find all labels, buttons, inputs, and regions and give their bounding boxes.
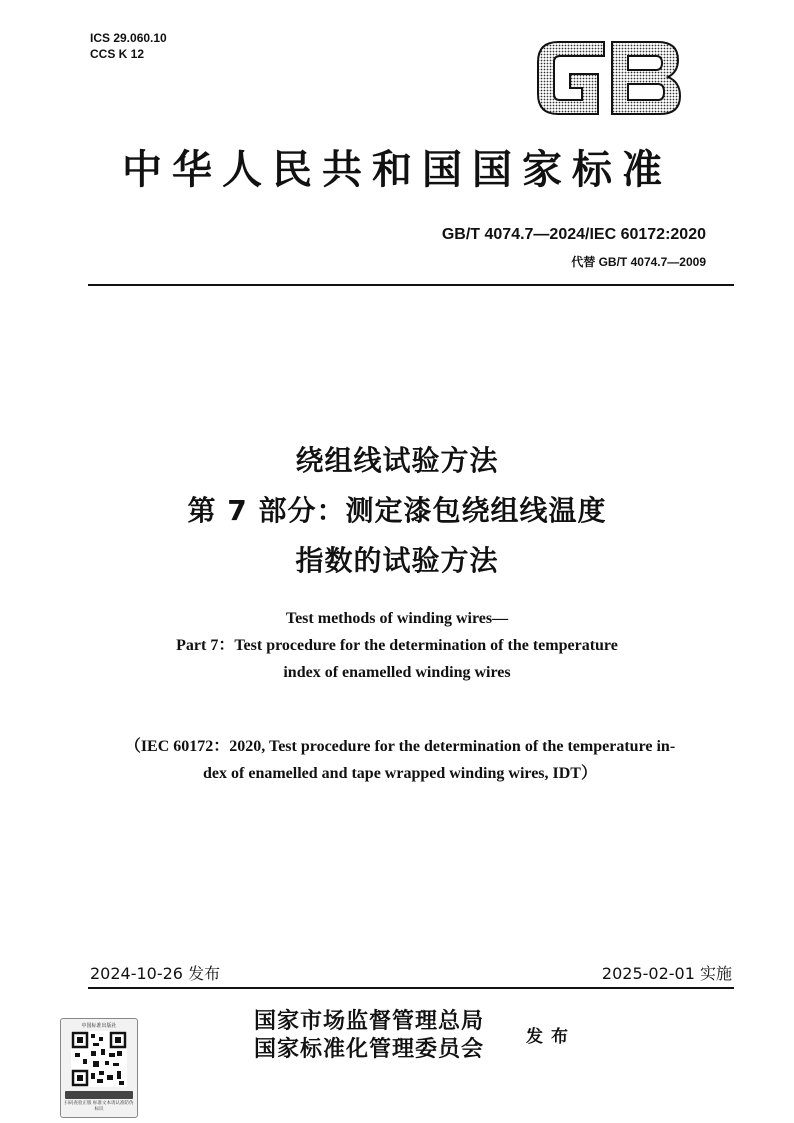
issuer-sac: 国家标准化管理委员会 — [254, 1036, 485, 1062]
iec-note-line-1: （IEC 60172：2020, Test procedure for the determination of the temperature in- — [124, 738, 676, 755]
chinese-title-line-1: 绕组线试验方法 — [295, 444, 499, 477]
implementation-date: 2025-02-01 实施 — [601, 964, 732, 983]
anti-counterfeit-seal — [60, 1018, 138, 1118]
publish-label: 发布 — [526, 1027, 576, 1047]
english-title-line-3: index of enamelled winding wires — [283, 664, 511, 681]
qr-code — [71, 1031, 127, 1087]
chinese-title — [0, 436, 794, 586]
seal-publisher-text: 中国标准出版社 — [81, 1023, 117, 1029]
issuing-authorities — [254, 1007, 484, 1063]
gb-logo — [528, 32, 688, 122]
ics-code: ICS 29.060.10 — [90, 31, 167, 45]
main-title: 中华人民共和国国家标准 — [122, 147, 672, 193]
seal-serial-bar — [65, 1091, 133, 1099]
english-title-line-2: Part 7：Test procedure for the determination of the temperature — [176, 637, 618, 654]
replaces-standard: 代替 GB/T 4074.7—2009 — [571, 255, 706, 269]
bottom-divider — [88, 987, 734, 989]
english-title-line-1: Test methods of winding wires— — [285, 610, 509, 627]
top-divider — [88, 284, 734, 286]
chinese-title-line-2: 第 7 部分：测定漆包绕组线温度 — [187, 494, 607, 527]
chinese-title-line-3: 指数的试验方法 — [295, 544, 499, 577]
iec-note-line-2: dex of enamelled and tape wrapped winding wires, IDT） — [203, 765, 597, 782]
ccs-code: CCS K 12 — [90, 47, 145, 61]
seal-instruction-text: 扫码查验正版 标准文本请认准防伪标识 — [64, 1101, 134, 1112]
classification-codes — [90, 30, 167, 62]
standard-code: GB/T 4074.7—2024/IEC 60172:2020 — [441, 226, 706, 243]
issue-date: 2024-10-26 发布 — [90, 964, 221, 983]
iec-equivalence-note — [80, 733, 720, 787]
english-title — [0, 605, 794, 686]
issuer-samr: 国家市场监督管理总局 — [254, 1008, 485, 1034]
